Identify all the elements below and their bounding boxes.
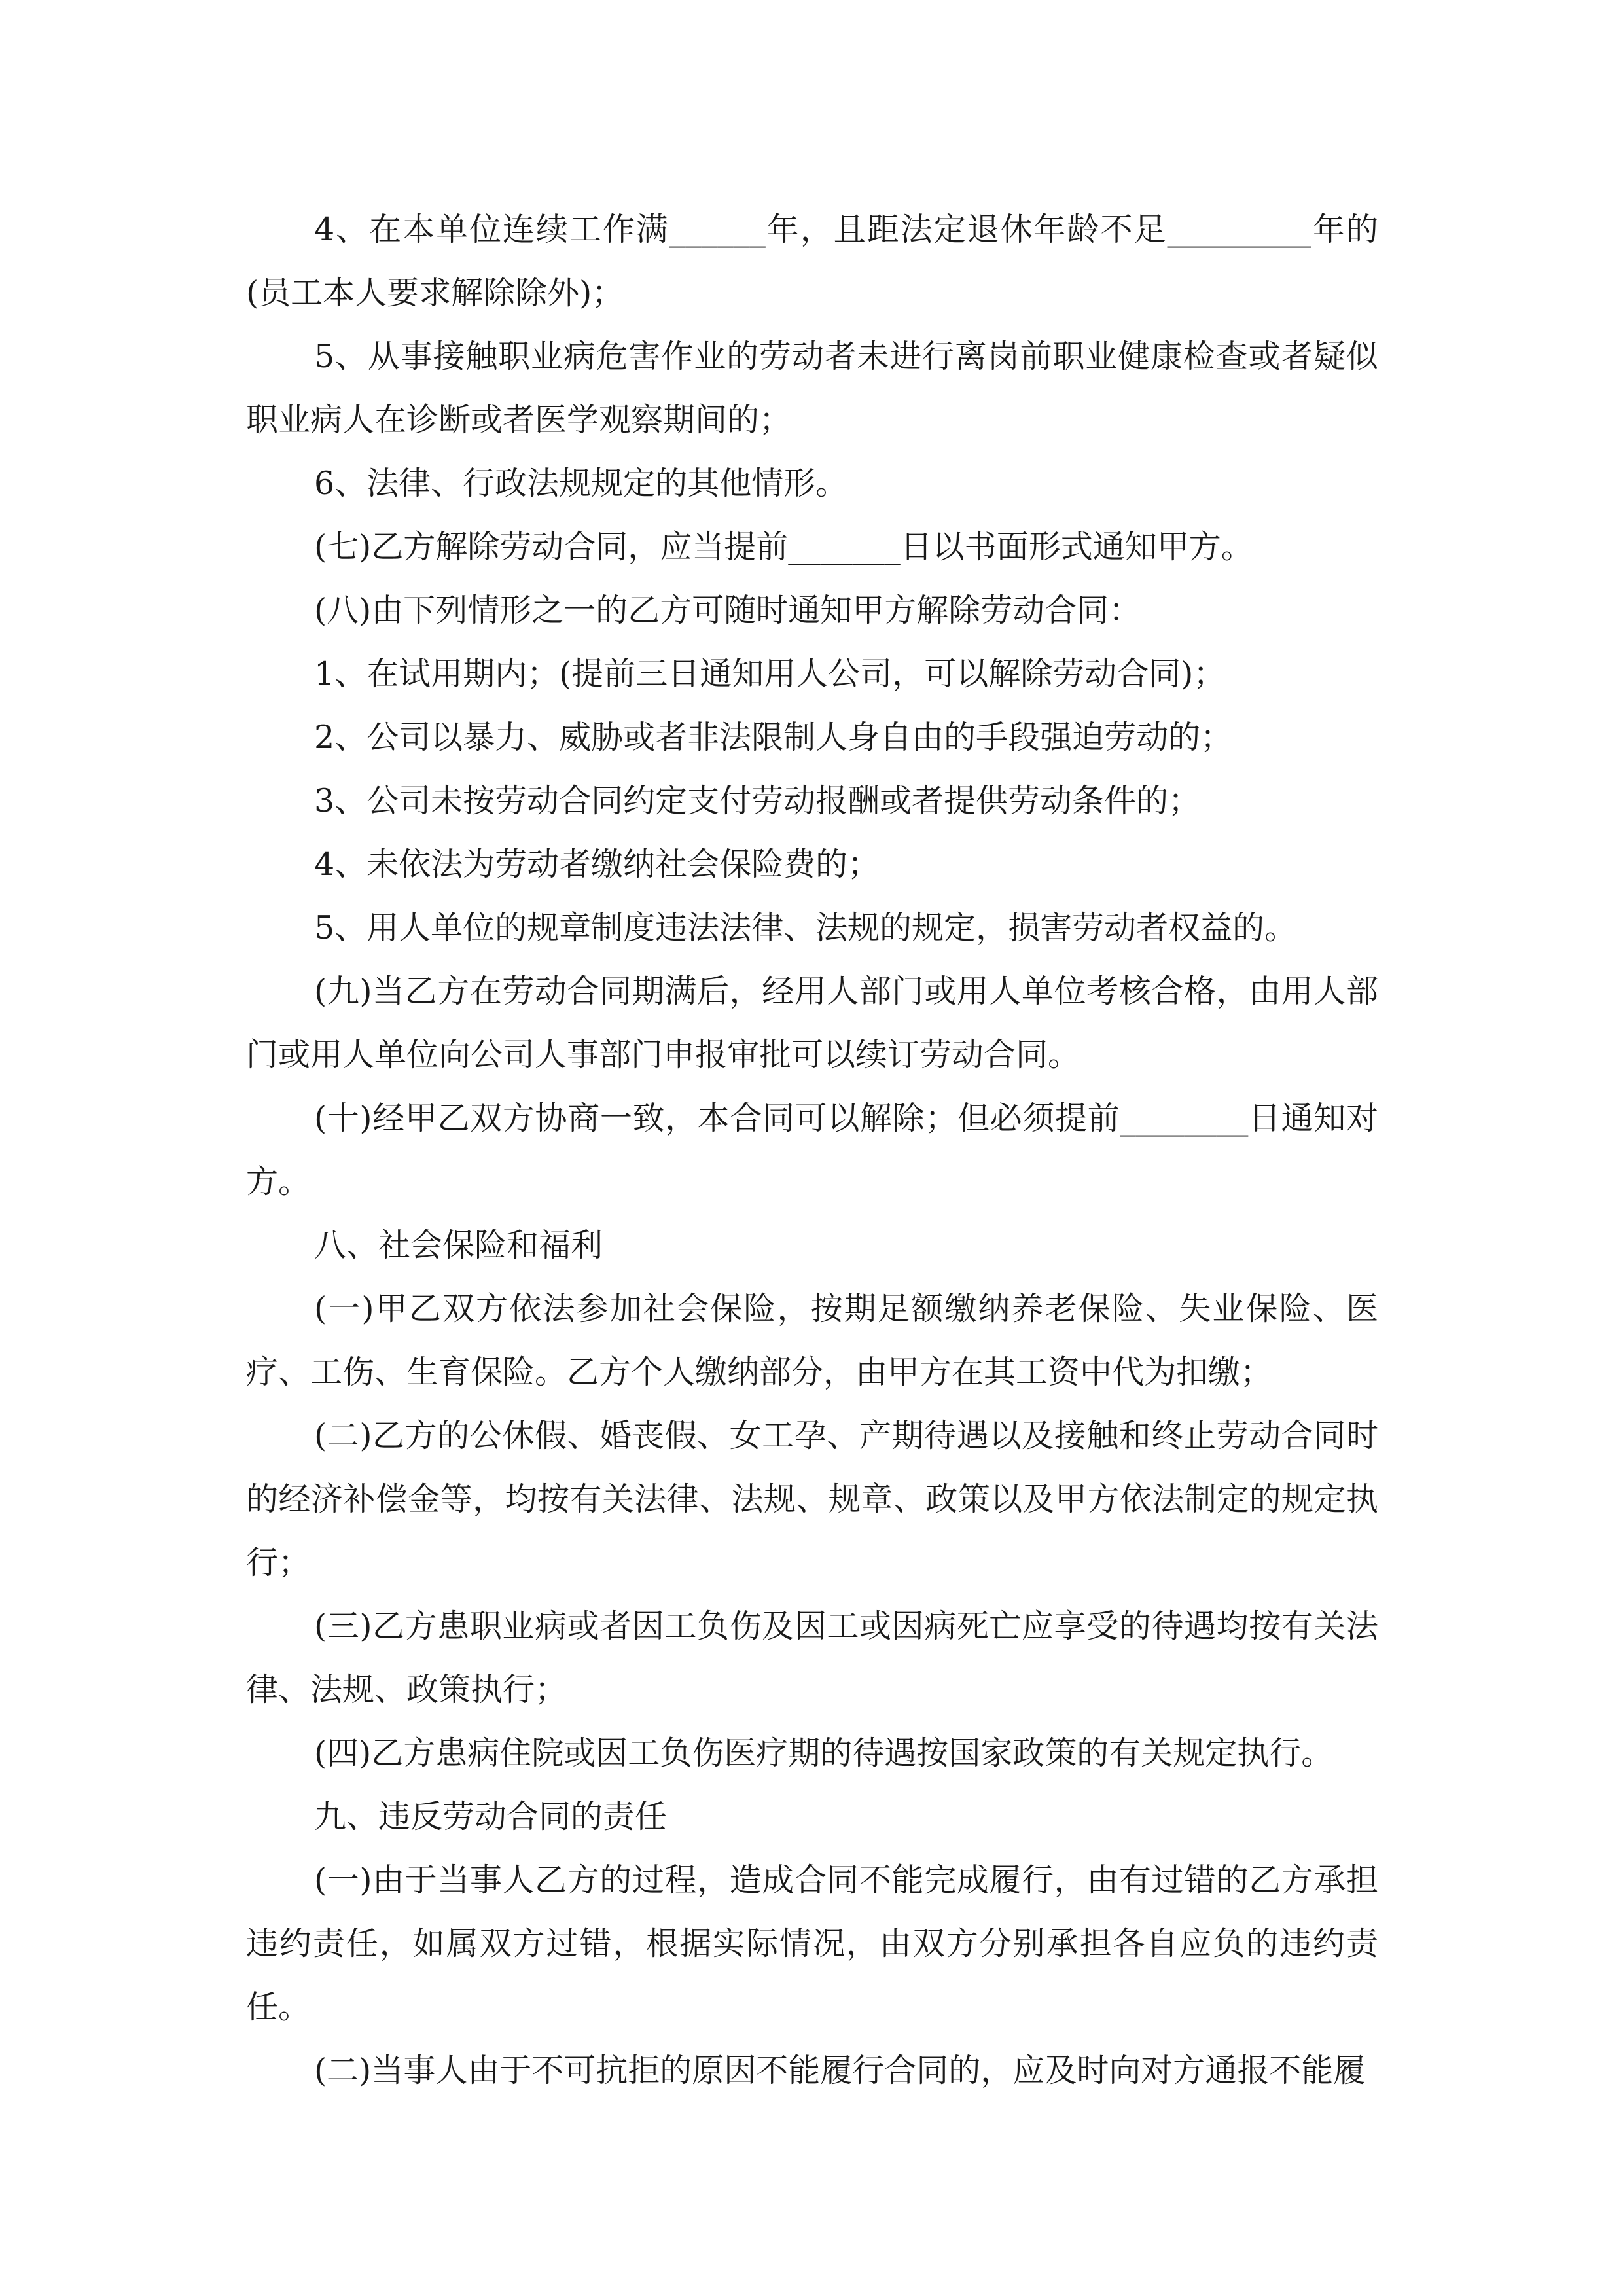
clause-item-6-other-circumstances: 6、法律、行政法规规定的其他情形。 (314, 465, 848, 502)
clause-item-5-occupational-disease: 5、从事接触职业病危害作业的劳动者未进行离岗前职业健康检查或者疑似职业病人在诊断或者医学观察期间的； (246, 338, 1378, 439)
clause-8-item-3: 3、公司未按劳动合同约定支付劳动报酬或者提供劳动条件的； (314, 782, 1201, 819)
liability-clause-1: (一)由于当事人乙方的过程，造成合同不能完成履行，由有过错的乙方承担违约责任，如属双方过错，根据实际情况，由双方分别承担各自应负的违约责任。 (246, 1861, 1378, 2026)
liability-clause-2: (二)当事人由于不可抗拒的原因不能履行合同的，应及时向对方通报不能履 (314, 2052, 1366, 2089)
insurance-clause-3: (三)乙方患职业病或者因工负伤及因工或因病死亡应享受的待遇均按有关法律、法规、政策执行； (246, 1607, 1378, 1708)
clause-7-resignation-notice: (七)乙方解除劳动合同，应当提前_______日以书面形式通知甲方。 (314, 528, 1253, 565)
insurance-clause-4: (四)乙方患病住院或因工负伤医疗期的待遇按国家政策的有关规定执行。 (314, 1734, 1334, 1772)
clause-8-item-2: 2、公司以暴力、威胁或者非法限制人身自由的手段强迫劳动的； (314, 719, 1233, 756)
clause-9-renewal: (九)当乙方在劳动合同期满后，经用人部门或用人单位考核合格，由用人部门或用人单位向公司人事部门申报审批可以续订劳动合同。 (246, 973, 1378, 1073)
clause-item-4-long-service: 4、在本单位连续工作满______年，且距法定退休年龄不足_________年的(员工本人要求解除除外)； (246, 211, 1378, 312)
clause-8-item-4: 4、未依法为劳动者缴纳社会保险费的； (314, 846, 880, 883)
section-heading-insurance: 八、社会保险和福利 (314, 1227, 603, 1264)
insurance-clause-1: (一)甲乙双方依法参加社会保险，按期足额缴纳养老保险、失业保险、医疗、工伤、生育保险。乙方个人缴纳部分，由甲方在其工资中代为扣缴； (246, 1290, 1378, 1391)
document-body (246, 198, 1378, 2102)
insurance-clause-2: (二)乙方的公休假、婚丧假、女工孕、产期待遇以及接触和终止劳动合同时的经济补偿金等，均按有关法律、法规、规章、政策以及甲方依法制定的规定执行； (246, 1417, 1378, 1581)
section-heading-liability: 九、违反劳动合同的责任 (314, 1798, 668, 1835)
clause-10-mutual-termination: (十)经甲乙双方协商一致，本合同可以解除；但必须提前________日通知对方。 (246, 1100, 1378, 1200)
clause-8-immediate-termination: (八)由下列情形之一的乙方可随时通知甲方解除劳动合同： (314, 592, 1141, 629)
clause-8-item-5: 5、用人单位的规章制度违法法律、法规的规定，损害劳动者权益的。 (314, 909, 1297, 946)
clause-8-item-1: 1、在试用期内；(提前三日通知用人公司，可以解除劳动合同)； (314, 655, 1226, 692)
